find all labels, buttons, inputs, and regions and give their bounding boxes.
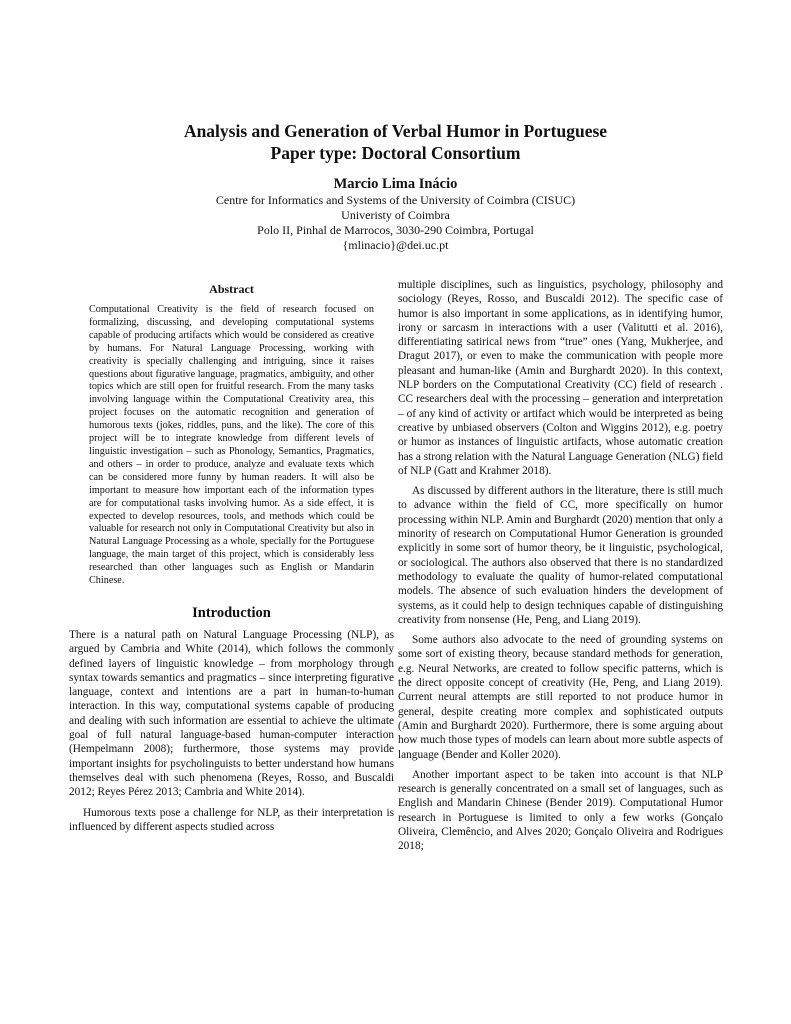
right-paragraph-3: Some authors also advocate to the need of grounding systems on some sort of existing theory, because standard methods for generation, e.g. Neural Networks, are created to follow specific patterns, which is the direct opposite concept of creativity (He, Peng, and Liang 2019). Current neural attempts are still reported to not produce humor in general, despite creating more complex and sophisticated outputs (Amin and Burghardt 2020). Furthermore, there is some arguing about how much those types of models can learn about more subtle aspects of language (Bender and Koller 2020). [398, 634, 723, 761]
intro-paragraph-1: There is a natural path on Natural Language Processing (NLP), as argued by Cambria and White (2014), which follows the commonly defined layers of linguistic knowledge – from morphology through syntax towards semantics and pragmatics – since interpreting figurative language, context and intentions are a part in human-to-human interaction. In this way, computational systems capable of producing and dealing with such information are essential to achieve the ultimate goal of full natural language-based human-computer interaction (Hempelmann 2008); furthermore, those systems may provide important insights for psycholinguists to better understand how humans themselves deal with such phenomena (Reyes, Rosso, and Buscaldi 2012; Reyes Pérez 2013; Cambria and White 2014). [69, 628, 394, 799]
right-paragraph-4: Another important aspect to be taken into account is that NLP research is generally concentrated on a small set of languages, such as English and Mandarin Chinese (Bender 2019). Computational Humor research in Portuguese is limited to only a few works (Gonçalo Oliveira, Clemêncio, and Alves 2020; Gonçalo Oliveira and Rodrigues 2018; [398, 768, 723, 853]
abstract-text: Computational Creativity is the field of research focused on formalizing, discussing, and developing computational systems capable of producing artifacts which would be considered as creative by humans. For Natural Language Processing, working with creativity is specially challenging and intriguing, since it raises questions about figurative language, pragmatics, ambiguity, and other topics which are still open for fruitful research. From the many tasks involving language within the Computational Creativity area, this project focuses on the automatic recognition and generation of humorous texts (jokes, riddles, puns, and the like). The core of this project will be to integrate knowledge from different levels of linguistic investigation – such as Phonology, Semantics, Pragmatics, and others – in order to produce, analyze and evaluate texts which can be considered more funny by human readers. It will also be important to measure how important each of the information types are for computational tasks involving humor. As a side effect, it is expected to develop resources, tools, and methods which could be valuable for research not only in Computational Creativity but also in Natural Language Processing as a whole, specially for the Portuguese language, the main target of this project, which is considerably less researched than other languages such as English or Mandarin Chinese. [89, 304, 374, 587]
paper-title-line2: Paper type: Doctoral Consortium [270, 143, 521, 163]
author-email: {mlinacio}@dei.uc.pt [342, 238, 449, 252]
affiliation-line3: Polo II, Pinhal de Marrocos, 3030-290 Coimbra, Portugal [257, 223, 534, 237]
abstract-heading: Abstract [209, 282, 254, 296]
affiliation-line2: Univeristy of Coimbra [341, 208, 450, 222]
author-name: Marcio Lima Inácio [333, 176, 458, 192]
paper-title-line1: Analysis and Generation of Verbal Humor in Portuguese [183, 121, 608, 141]
right-column [398, 278, 723, 854]
left-column [69, 282, 394, 834]
intro-paragraph-2: Humorous texts pose a challenge for NLP, as their interpretation is influenced by different aspects studied across [69, 806, 394, 833]
paper-header [0, 120, 791, 253]
right-paragraph-2: As discussed by different authors in the literature, there is still much to advance within the field of CC, more specifically on humor processing within NLP. Amin and Burghardt (2020) mention that only a minority of research on Computational Humor Generation is grounded explicitly in some sort of humor theory, be it linguistic, psychological, or sociological. The authors also observed that there is no standardized methodology to evaluate the quality of humor-related computational models. The absence of such evaluation hinders the development of systems, as it could help to design techniques capable of distinguishing creativity from nonsense (He, Peng, and Liang 2019). [398, 485, 723, 626]
affiliation-line1: Centre for Informatics and Systems of the University of Coimbra (CISUC) [215, 193, 576, 207]
right-paragraph-1: multiple disciplines, such as linguistics, psychology, philosophy and sociology (Reyes, Rosso, and Buscaldi 2012). The specific case of humor is also important in some applications, as in identifying humor, irony or sarcasm in interactions with a user (Valitutti et al. 2016), differentiating satirical news from “true” ones (Yang, Mukherjee, and Dragut 2017), or even to make the communication with people more pleasant and human-like (Amin and Burghardt 2020). In this context, NLP borders on the Computational Creativity (CC) field of research . CC researchers deal with the processing – generation and interpretation – of any kind of activity or artifact which would be interpreted as being creative by unbiased observers (Colton and Wiggins 2012), e.g. poetry or humor as instances of linguistic artifacts, whose automatic creation has a strong relation with the Natural Language Generation (NLG) field of NLP (Gatt and Krahmer 2018). [398, 279, 723, 477]
introduction-heading: Introduction [192, 604, 271, 621]
